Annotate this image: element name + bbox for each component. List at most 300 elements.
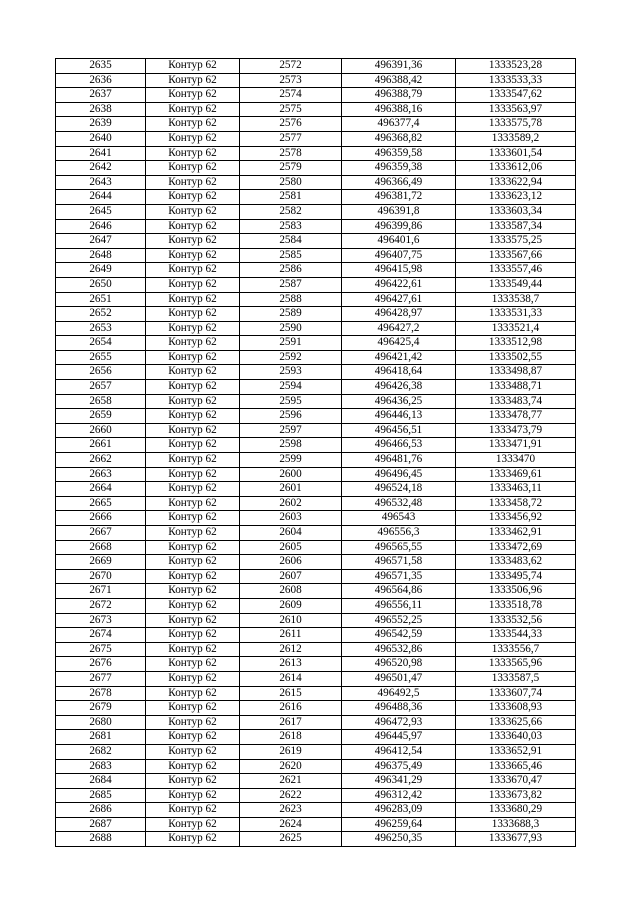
table-row	[56, 321, 576, 336]
table-row	[56, 598, 576, 613]
x-coordinate-cell: 496542,59	[342, 628, 456, 643]
y-coordinate-cell: 1333567,66	[456, 248, 576, 263]
y-coordinate-cell: 1333549,44	[456, 277, 576, 292]
point-number-cell: 2615	[240, 686, 342, 701]
contour-cell: Контур 62	[146, 584, 240, 599]
x-coordinate-cell: 496445,97	[342, 730, 456, 745]
y-coordinate-cell: 1333557,46	[456, 263, 576, 278]
y-coordinate-cell: 1333502,55	[456, 350, 576, 365]
x-coordinate-cell: 496571,35	[342, 569, 456, 584]
table-row	[56, 234, 576, 249]
point-number-cell: 2573	[240, 73, 342, 88]
table-row	[56, 467, 576, 482]
row-number-cell: 2669	[56, 555, 146, 570]
row-number-cell: 2647	[56, 234, 146, 249]
table-row	[56, 336, 576, 351]
contour-cell: Контур 62	[146, 832, 240, 847]
point-number-cell: 2603	[240, 511, 342, 526]
row-number-cell: 2644	[56, 190, 146, 205]
point-number-cell: 2601	[240, 482, 342, 497]
contour-cell: Контур 62	[146, 73, 240, 88]
table-row	[56, 671, 576, 686]
table-row	[56, 438, 576, 453]
coordinates-table	[55, 58, 576, 847]
contour-cell: Контур 62	[146, 263, 240, 278]
contour-cell: Контур 62	[146, 438, 240, 453]
contour-cell: Контур 62	[146, 686, 240, 701]
table-row	[56, 511, 576, 526]
point-number-cell: 2577	[240, 131, 342, 146]
y-coordinate-cell: 1333603,34	[456, 204, 576, 219]
x-coordinate-cell: 496399,86	[342, 219, 456, 234]
y-coordinate-cell: 1333533,33	[456, 73, 576, 88]
x-coordinate-cell: 496456,51	[342, 423, 456, 438]
contour-cell: Контур 62	[146, 482, 240, 497]
table-row	[56, 190, 576, 205]
point-number-cell: 2617	[240, 715, 342, 730]
table-row	[56, 686, 576, 701]
y-coordinate-cell: 1333488,71	[456, 380, 576, 395]
y-coordinate-cell: 1333640,03	[456, 730, 576, 745]
y-coordinate-cell: 1333608,93	[456, 701, 576, 716]
x-coordinate-cell: 496532,86	[342, 642, 456, 657]
y-coordinate-cell: 1333670,47	[456, 774, 576, 789]
row-number-cell: 2667	[56, 526, 146, 541]
table-row	[56, 73, 576, 88]
row-number-cell: 2652	[56, 307, 146, 322]
point-number-cell: 2612	[240, 642, 342, 657]
row-number-cell: 2648	[56, 248, 146, 263]
row-number-cell: 2686	[56, 803, 146, 818]
y-coordinate-cell: 1333506,96	[456, 584, 576, 599]
point-number-cell: 2605	[240, 540, 342, 555]
contour-cell: Контур 62	[146, 161, 240, 176]
row-number-cell: 2676	[56, 657, 146, 672]
row-number-cell: 2665	[56, 496, 146, 511]
y-coordinate-cell: 1333498,87	[456, 365, 576, 380]
point-number-cell: 2589	[240, 307, 342, 322]
x-coordinate-cell: 496359,38	[342, 161, 456, 176]
x-coordinate-cell: 496496,45	[342, 467, 456, 482]
row-number-cell: 2680	[56, 715, 146, 730]
row-number-cell: 2659	[56, 409, 146, 424]
contour-cell: Контур 62	[146, 759, 240, 774]
y-coordinate-cell: 1333483,62	[456, 555, 576, 570]
y-coordinate-cell: 1333547,62	[456, 88, 576, 103]
row-number-cell: 2672	[56, 598, 146, 613]
point-number-cell: 2618	[240, 730, 342, 745]
contour-cell: Контур 62	[146, 380, 240, 395]
point-number-cell: 2585	[240, 248, 342, 263]
x-coordinate-cell: 496428,97	[342, 307, 456, 322]
row-number-cell: 2684	[56, 774, 146, 789]
y-coordinate-cell: 1333688,3	[456, 817, 576, 832]
point-number-cell: 2599	[240, 453, 342, 468]
y-coordinate-cell: 1333531,33	[456, 307, 576, 322]
x-coordinate-cell: 496481,76	[342, 453, 456, 468]
table-row	[56, 730, 576, 745]
point-number-cell: 2609	[240, 598, 342, 613]
row-number-cell: 2687	[56, 817, 146, 832]
y-coordinate-cell: 1333652,91	[456, 744, 576, 759]
x-coordinate-cell: 496381,72	[342, 190, 456, 205]
point-number-cell: 2621	[240, 774, 342, 789]
x-coordinate-cell: 496391,36	[342, 59, 456, 74]
point-number-cell: 2604	[240, 526, 342, 541]
x-coordinate-cell: 496388,79	[342, 88, 456, 103]
x-coordinate-cell: 496377,4	[342, 117, 456, 132]
y-coordinate-cell: 1333463,11	[456, 482, 576, 497]
table-row	[56, 380, 576, 395]
y-coordinate-cell: 1333456,92	[456, 511, 576, 526]
table-row	[56, 88, 576, 103]
row-number-cell: 2651	[56, 292, 146, 307]
table-row	[56, 817, 576, 832]
y-coordinate-cell: 1333472,69	[456, 540, 576, 555]
point-number-cell: 2593	[240, 365, 342, 380]
x-coordinate-cell: 496368,82	[342, 131, 456, 146]
table-row	[56, 569, 576, 584]
row-number-cell: 2643	[56, 175, 146, 190]
point-number-cell: 2575	[240, 102, 342, 117]
contour-cell: Контур 62	[146, 146, 240, 161]
contour-cell: Контур 62	[146, 569, 240, 584]
y-coordinate-cell: 1333665,46	[456, 759, 576, 774]
row-number-cell: 2656	[56, 365, 146, 380]
contour-cell: Контур 62	[146, 409, 240, 424]
row-number-cell: 2657	[56, 380, 146, 395]
x-coordinate-cell: 496312,42	[342, 788, 456, 803]
point-number-cell: 2578	[240, 146, 342, 161]
x-coordinate-cell: 496421,42	[342, 350, 456, 365]
y-coordinate-cell: 1333589,2	[456, 131, 576, 146]
table-row	[56, 715, 576, 730]
row-number-cell: 2655	[56, 350, 146, 365]
table-row	[56, 482, 576, 497]
x-coordinate-cell: 496556,3	[342, 526, 456, 541]
table-row	[56, 701, 576, 716]
y-coordinate-cell: 1333469,61	[456, 467, 576, 482]
row-number-cell: 2658	[56, 394, 146, 409]
row-number-cell: 2682	[56, 744, 146, 759]
y-coordinate-cell: 1333612,06	[456, 161, 576, 176]
y-coordinate-cell: 1333512,98	[456, 336, 576, 351]
row-number-cell: 2640	[56, 131, 146, 146]
point-number-cell: 2576	[240, 117, 342, 132]
table-row	[56, 803, 576, 818]
contour-cell: Контур 62	[146, 526, 240, 541]
point-number-cell: 2597	[240, 423, 342, 438]
y-coordinate-cell: 1333518,78	[456, 598, 576, 613]
point-number-cell: 2623	[240, 803, 342, 818]
y-coordinate-cell: 1333495,74	[456, 569, 576, 584]
point-number-cell: 2582	[240, 204, 342, 219]
row-number-cell: 2678	[56, 686, 146, 701]
y-coordinate-cell: 1333521,4	[456, 321, 576, 336]
row-number-cell: 2663	[56, 467, 146, 482]
row-number-cell: 2683	[56, 759, 146, 774]
point-number-cell: 2607	[240, 569, 342, 584]
contour-cell: Контур 62	[146, 467, 240, 482]
y-coordinate-cell: 1333601,54	[456, 146, 576, 161]
y-coordinate-cell: 1333575,25	[456, 234, 576, 249]
x-coordinate-cell: 496543	[342, 511, 456, 526]
point-number-cell: 2600	[240, 467, 342, 482]
table-row	[56, 161, 576, 176]
row-number-cell: 2661	[56, 438, 146, 453]
contour-cell: Контур 62	[146, 365, 240, 380]
point-number-cell: 2579	[240, 161, 342, 176]
row-number-cell: 2677	[56, 671, 146, 686]
row-number-cell: 2638	[56, 102, 146, 117]
contour-cell: Контур 62	[146, 394, 240, 409]
y-coordinate-cell: 1333462,91	[456, 526, 576, 541]
point-number-cell: 2591	[240, 336, 342, 351]
point-number-cell: 2588	[240, 292, 342, 307]
point-number-cell: 2619	[240, 744, 342, 759]
contour-cell: Контур 62	[146, 292, 240, 307]
y-coordinate-cell: 1333544,33	[456, 628, 576, 643]
contour-cell: Контур 62	[146, 59, 240, 74]
x-coordinate-cell: 496283,09	[342, 803, 456, 818]
y-coordinate-cell: 1333622,94	[456, 175, 576, 190]
table-row	[56, 204, 576, 219]
table-row	[56, 219, 576, 234]
point-number-cell: 2608	[240, 584, 342, 599]
x-coordinate-cell: 496412,54	[342, 744, 456, 759]
table-row	[56, 555, 576, 570]
row-number-cell: 2670	[56, 569, 146, 584]
y-coordinate-cell: 1333680,29	[456, 803, 576, 818]
point-number-cell: 2613	[240, 657, 342, 672]
y-coordinate-cell: 1333623,12	[456, 190, 576, 205]
table-row	[56, 832, 576, 847]
x-coordinate-cell: 496359,58	[342, 146, 456, 161]
x-coordinate-cell: 496388,16	[342, 102, 456, 117]
row-number-cell: 2639	[56, 117, 146, 132]
y-coordinate-cell: 1333587,34	[456, 219, 576, 234]
row-number-cell: 2636	[56, 73, 146, 88]
table-row	[56, 409, 576, 424]
table-row	[56, 175, 576, 190]
x-coordinate-cell: 496418,64	[342, 365, 456, 380]
x-coordinate-cell: 496341,29	[342, 774, 456, 789]
table-row	[56, 496, 576, 511]
point-number-cell: 2616	[240, 701, 342, 716]
contour-cell: Контур 62	[146, 642, 240, 657]
row-number-cell: 2650	[56, 277, 146, 292]
contour-cell: Контур 62	[146, 102, 240, 117]
row-number-cell: 2679	[56, 701, 146, 716]
y-coordinate-cell: 1333575,78	[456, 117, 576, 132]
table-row	[56, 788, 576, 803]
y-coordinate-cell: 1333607,74	[456, 686, 576, 701]
x-coordinate-cell: 496259,64	[342, 817, 456, 832]
point-number-cell: 2598	[240, 438, 342, 453]
row-number-cell: 2635	[56, 59, 146, 74]
y-coordinate-cell: 1333556,7	[456, 642, 576, 657]
table-row	[56, 642, 576, 657]
contour-cell: Контур 62	[146, 234, 240, 249]
contour-cell: Контур 62	[146, 744, 240, 759]
contour-cell: Контур 62	[146, 628, 240, 643]
row-number-cell: 2674	[56, 628, 146, 643]
contour-cell: Контур 62	[146, 774, 240, 789]
row-number-cell: 2664	[56, 482, 146, 497]
contour-cell: Контур 62	[146, 657, 240, 672]
contour-cell: Контур 62	[146, 803, 240, 818]
contour-cell: Контур 62	[146, 307, 240, 322]
y-coordinate-cell: 1333587,5	[456, 671, 576, 686]
y-coordinate-cell: 1333565,96	[456, 657, 576, 672]
contour-cell: Контур 62	[146, 730, 240, 745]
table-row	[56, 365, 576, 380]
y-coordinate-cell: 1333532,56	[456, 613, 576, 628]
y-coordinate-cell: 1333538,7	[456, 292, 576, 307]
point-number-cell: 2602	[240, 496, 342, 511]
contour-cell: Контур 62	[146, 350, 240, 365]
table-row	[56, 59, 576, 74]
x-coordinate-cell: 496552,25	[342, 613, 456, 628]
point-number-cell: 2595	[240, 394, 342, 409]
y-coordinate-cell: 1333473,79	[456, 423, 576, 438]
table-row	[56, 307, 576, 322]
x-coordinate-cell: 496446,13	[342, 409, 456, 424]
y-coordinate-cell: 1333471,91	[456, 438, 576, 453]
y-coordinate-cell: 1333673,82	[456, 788, 576, 803]
x-coordinate-cell: 496564,86	[342, 584, 456, 599]
y-coordinate-cell: 1333523,28	[456, 59, 576, 74]
x-coordinate-cell: 496565,55	[342, 540, 456, 555]
contour-cell: Контур 62	[146, 540, 240, 555]
table-row	[56, 744, 576, 759]
point-number-cell: 2586	[240, 263, 342, 278]
x-coordinate-cell: 496556,11	[342, 598, 456, 613]
x-coordinate-cell: 496250,35	[342, 832, 456, 847]
contour-cell: Контур 62	[146, 117, 240, 132]
x-coordinate-cell: 496388,42	[342, 73, 456, 88]
point-number-cell: 2594	[240, 380, 342, 395]
x-coordinate-cell: 496401,6	[342, 234, 456, 249]
x-coordinate-cell: 496391,8	[342, 204, 456, 219]
contour-cell: Контур 62	[146, 496, 240, 511]
contour-cell: Контур 62	[146, 671, 240, 686]
row-number-cell: 2681	[56, 730, 146, 745]
row-number-cell: 2649	[56, 263, 146, 278]
y-coordinate-cell: 1333483,74	[456, 394, 576, 409]
table-row	[56, 628, 576, 643]
point-number-cell: 2611	[240, 628, 342, 643]
contour-cell: Контур 62	[146, 219, 240, 234]
contour-cell: Контур 62	[146, 321, 240, 336]
point-number-cell: 2620	[240, 759, 342, 774]
row-number-cell: 2675	[56, 642, 146, 657]
contour-cell: Контур 62	[146, 453, 240, 468]
x-coordinate-cell: 496427,2	[342, 321, 456, 336]
x-coordinate-cell: 496427,61	[342, 292, 456, 307]
table-row	[56, 263, 576, 278]
x-coordinate-cell: 496524,18	[342, 482, 456, 497]
table-row	[56, 657, 576, 672]
row-number-cell: 2637	[56, 88, 146, 103]
table-row	[56, 102, 576, 117]
x-coordinate-cell: 496407,75	[342, 248, 456, 263]
row-number-cell: 2653	[56, 321, 146, 336]
point-number-cell: 2584	[240, 234, 342, 249]
contour-cell: Контур 62	[146, 715, 240, 730]
contour-cell: Контур 62	[146, 423, 240, 438]
x-coordinate-cell: 496426,38	[342, 380, 456, 395]
x-coordinate-cell: 496492,5	[342, 686, 456, 701]
contour-cell: Контур 62	[146, 277, 240, 292]
contour-cell: Контур 62	[146, 701, 240, 716]
point-number-cell: 2590	[240, 321, 342, 336]
x-coordinate-cell: 496425,4	[342, 336, 456, 351]
table-row	[56, 350, 576, 365]
x-coordinate-cell: 496532,48	[342, 496, 456, 511]
row-number-cell: 2646	[56, 219, 146, 234]
row-number-cell: 2645	[56, 204, 146, 219]
table-row	[56, 759, 576, 774]
x-coordinate-cell: 496415,98	[342, 263, 456, 278]
point-number-cell: 2596	[240, 409, 342, 424]
row-number-cell: 2666	[56, 511, 146, 526]
contour-cell: Контур 62	[146, 336, 240, 351]
table-row	[56, 394, 576, 409]
row-number-cell: 2668	[56, 540, 146, 555]
x-coordinate-cell: 496501,47	[342, 671, 456, 686]
point-number-cell: 2583	[240, 219, 342, 234]
table-row	[56, 584, 576, 599]
row-number-cell: 2685	[56, 788, 146, 803]
y-coordinate-cell: 1333677,93	[456, 832, 576, 847]
y-coordinate-cell: 1333563,97	[456, 102, 576, 117]
table-row	[56, 613, 576, 628]
row-number-cell: 2673	[56, 613, 146, 628]
table-row	[56, 117, 576, 132]
row-number-cell: 2660	[56, 423, 146, 438]
y-coordinate-cell: 1333470	[456, 453, 576, 468]
table-row	[56, 526, 576, 541]
x-coordinate-cell: 496375,49	[342, 759, 456, 774]
table-row	[56, 774, 576, 789]
table-row	[56, 292, 576, 307]
contour-cell: Контур 62	[146, 555, 240, 570]
x-coordinate-cell: 496466,53	[342, 438, 456, 453]
point-number-cell: 2606	[240, 555, 342, 570]
table-body	[56, 59, 576, 847]
table-row	[56, 146, 576, 161]
point-number-cell: 2624	[240, 817, 342, 832]
contour-cell: Контур 62	[146, 511, 240, 526]
row-number-cell: 2654	[56, 336, 146, 351]
contour-cell: Контур 62	[146, 788, 240, 803]
contour-cell: Контур 62	[146, 190, 240, 205]
point-number-cell: 2574	[240, 88, 342, 103]
table-row	[56, 131, 576, 146]
y-coordinate-cell: 1333458,72	[456, 496, 576, 511]
row-number-cell: 2662	[56, 453, 146, 468]
point-number-cell: 2625	[240, 832, 342, 847]
x-coordinate-cell: 496488,36	[342, 701, 456, 716]
x-coordinate-cell: 496472,93	[342, 715, 456, 730]
point-number-cell: 2580	[240, 175, 342, 190]
contour-cell: Контур 62	[146, 817, 240, 832]
point-number-cell: 2614	[240, 671, 342, 686]
x-coordinate-cell: 496366,49	[342, 175, 456, 190]
x-coordinate-cell: 496422,61	[342, 277, 456, 292]
contour-cell: Контур 62	[146, 175, 240, 190]
